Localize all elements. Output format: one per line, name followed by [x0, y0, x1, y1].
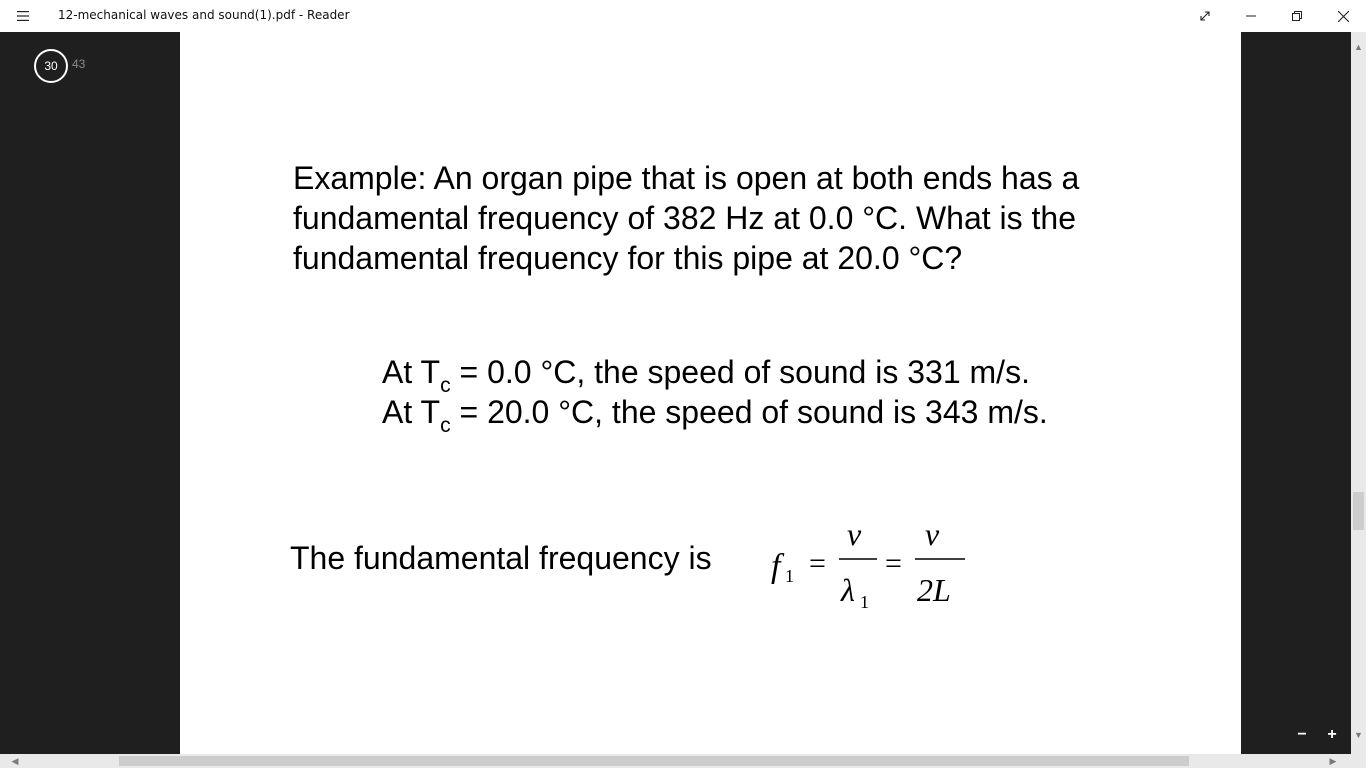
minimize-icon [1246, 11, 1256, 21]
horizontal-scroll-thumb[interactable] [119, 756, 1189, 766]
close-icon [1338, 11, 1349, 22]
expand-icon [1199, 10, 1211, 22]
formula-lambda-sub: 1 [860, 592, 869, 612]
fullscreen-button[interactable] [1182, 0, 1228, 32]
current-page-indicator[interactable]: 30 [34, 49, 68, 83]
speed-line [382, 352, 1048, 397]
title-bar [0, 0, 1366, 32]
scroll-right-icon[interactable]: ▶ [1329, 755, 1337, 766]
formula-equals: = [885, 547, 902, 580]
scroll-down-icon[interactable]: ▼ [1354, 730, 1363, 740]
formula-2l: 2L [917, 572, 951, 608]
pdf-page [180, 32, 1241, 754]
speed-line-subscript: c [440, 374, 451, 397]
speed-line-text: = 20.0 °C, the speed of sound is 343 m/s. [450, 394, 1048, 430]
window-title: 12-mechanical waves and sound(1).pdf - Reader [58, 8, 350, 22]
restore-button[interactable] [1274, 0, 1320, 32]
vertical-scroll-thumb[interactable] [1353, 492, 1364, 530]
minimize-button[interactable] [1228, 0, 1274, 32]
example-line: fundamental frequency for this pipe at 20.0 °C? [293, 240, 963, 276]
close-button[interactable] [1320, 0, 1366, 32]
zoom-out-button[interactable]: − [1297, 726, 1307, 743]
vertical-scrollbar[interactable] [1351, 32, 1366, 754]
scroll-up-icon[interactable]: ▲ [1354, 42, 1363, 52]
example-line: fundamental frequency of 382 Hz at 0.0 °C. What is the [293, 200, 1076, 236]
zoom-in-button[interactable]: + [1327, 726, 1337, 743]
speed-line-prefix: At T [382, 354, 441, 390]
example-line: Example: An organ pipe that is open at both ends has a [293, 160, 1080, 196]
example-question [293, 158, 1193, 278]
hamburger-menu-button[interactable] [12, 6, 34, 26]
formula-f: f [771, 548, 781, 585]
left-panel [0, 32, 180, 754]
speed-of-sound-facts [382, 352, 1048, 437]
formula-lambda: λ [841, 572, 855, 608]
speed-line-text: = 0.0 °C, the speed of sound is 331 m/s. [450, 354, 1030, 390]
right-panel [1241, 32, 1351, 754]
formula-sub: 1 [785, 566, 794, 586]
speed-line-prefix: At T [382, 394, 441, 430]
fundamental-frequency-formula [765, 517, 975, 612]
formula-v-numerator: v [847, 517, 862, 552]
speed-line-subscript: c [440, 414, 451, 437]
horizontal-scrollbar[interactable] [0, 754, 1366, 768]
scroll-left-icon[interactable]: ◀ [11, 755, 19, 766]
fundamental-frequency-label: The fundamental frequency is [290, 540, 712, 576]
total-pages: 43 [72, 57, 86, 71]
formula-v-numerator: v [925, 517, 940, 552]
formula-equals: = [809, 547, 826, 580]
hamburger-icon [17, 11, 29, 21]
speed-line [382, 392, 1048, 437]
restore-icon [1292, 11, 1302, 21]
